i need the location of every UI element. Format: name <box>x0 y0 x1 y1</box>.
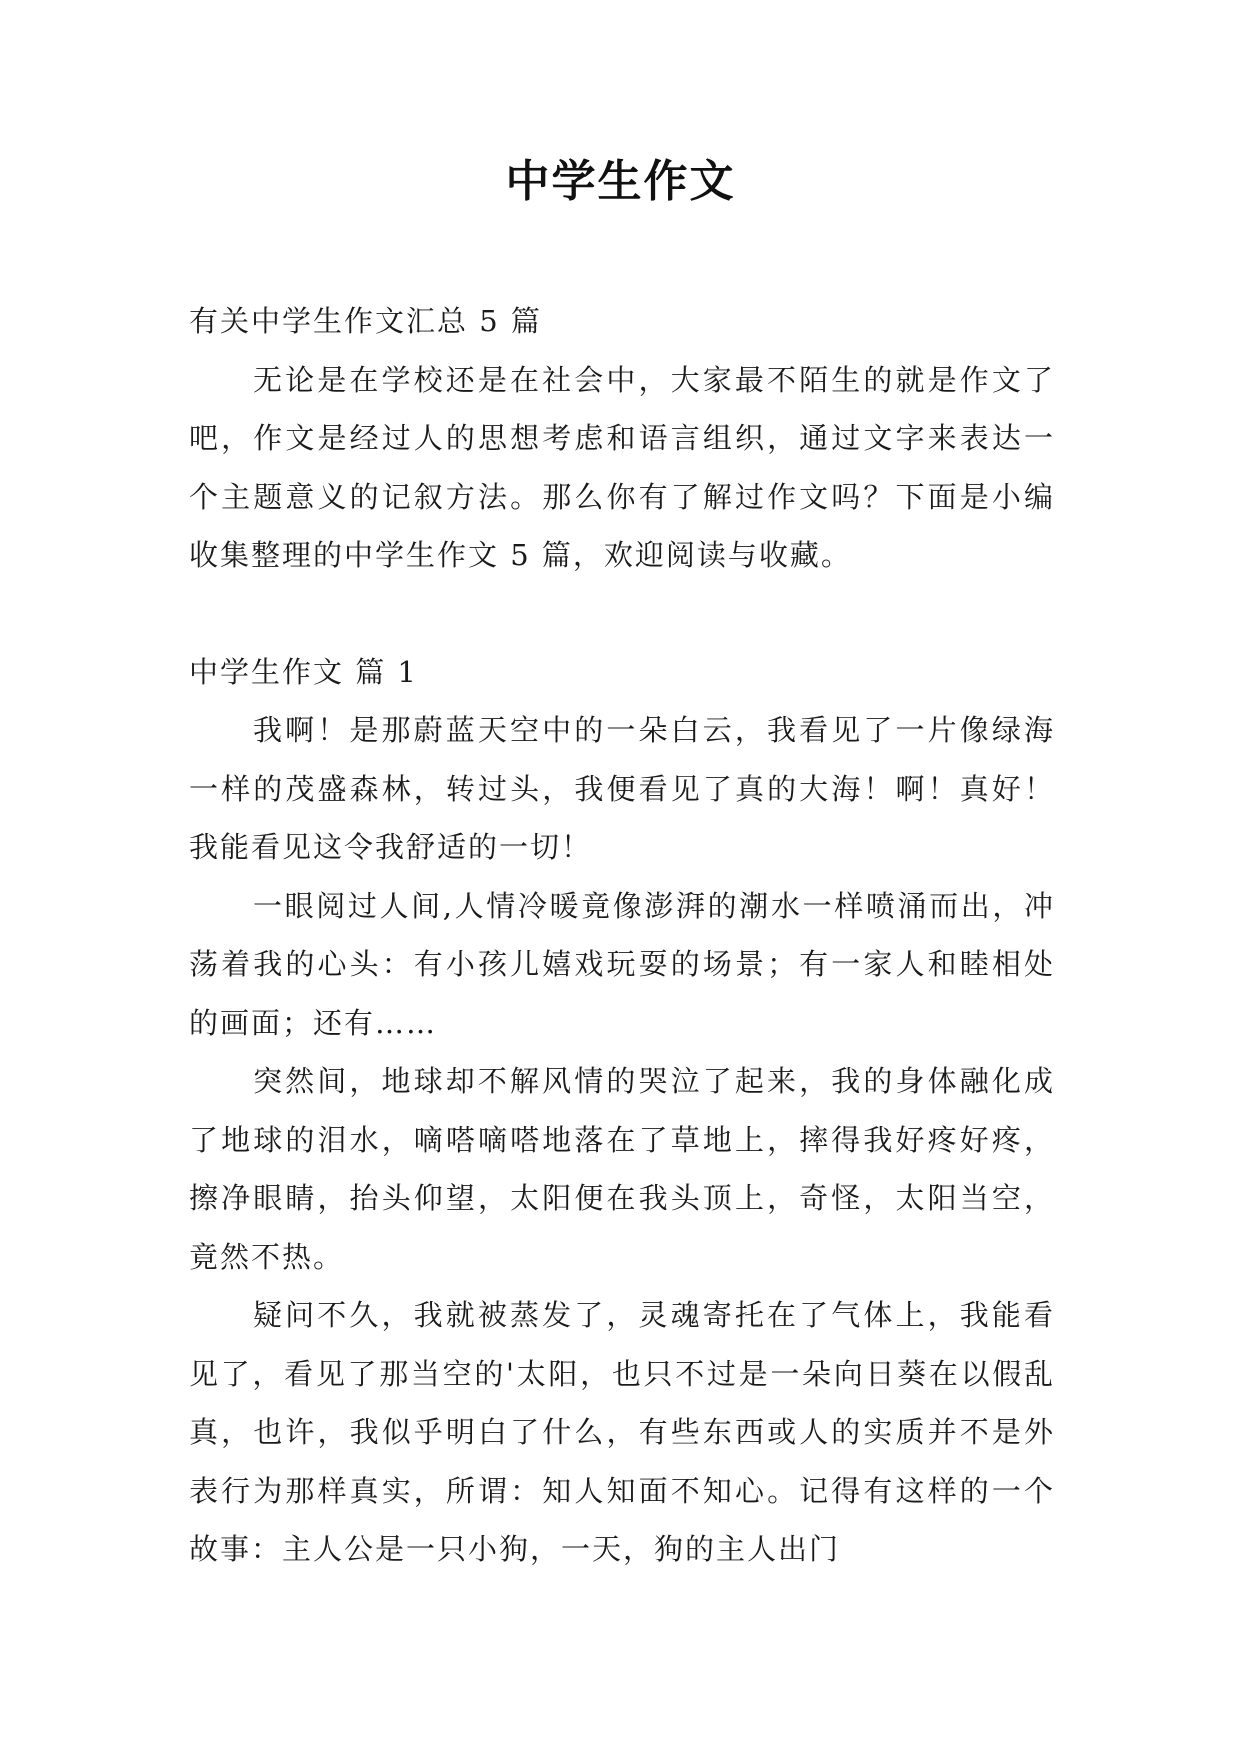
body-paragraph: 疑问不久，我就被蒸发了，灵魂寄托在了气体上，我能看见了，看见了那当空的'太阳，也只不过是一朵向日葵在以假乱真，也许，我似乎明白了什么，有些东西或人的实质并不是外表行为那样真实，所谓：知人知面不知心。记得有这样的一个故事：主人公是一只小狗，一天，狗的主人出门 <box>189 1298 1055 1566</box>
body-paragraph: 突然间，地球却不解风情的哭泣了起来，我的身体融化成了地球的泪水，嘀嗒嘀嗒地落在了草地上，摔得我好疼好疼，擦净眼睛，抬头仰望，太阳便在我头顶上，奇怪，太阳当空，竟然不热。 <box>189 1064 1055 1274</box>
intro-paragraph: 无论是在学校还是在社会中，大家最不陌生的就是作文了吧，作文是经过人的思想考虑和语言组织，通过文字来表达一个主题意义的记叙方法。那么你有了解过作文吗？下面是小编收集整理的中学生作文 5 篇，欢迎阅读与收藏。 <box>189 362 1055 572</box>
section-heading: 中学生作文 篇 1 <box>189 654 418 689</box>
document-body <box>189 292 1055 1579</box>
page-title: 中学生作文 <box>505 156 736 207</box>
section-spacer <box>189 585 1055 643</box>
document-subtitle: 有关中学生作文汇总 5 篇 <box>189 304 542 338</box>
body-paragraph: 一眼阅过人间,人情冷暖竟像澎湃的潮水一样喷涌而出，冲荡着我的心头：有小孩儿嬉戏玩耍的场景；有一家人和睦相处的画面；还有…… <box>189 888 1055 1040</box>
body-paragraph: 我啊！是那蔚蓝天空中的一朵白云，我看见了一片像绿海一样的茂盛森林，转过头，我便看见了真的大海！啊！真好！我能看见这令我舒适的一切！ <box>189 713 1055 864</box>
